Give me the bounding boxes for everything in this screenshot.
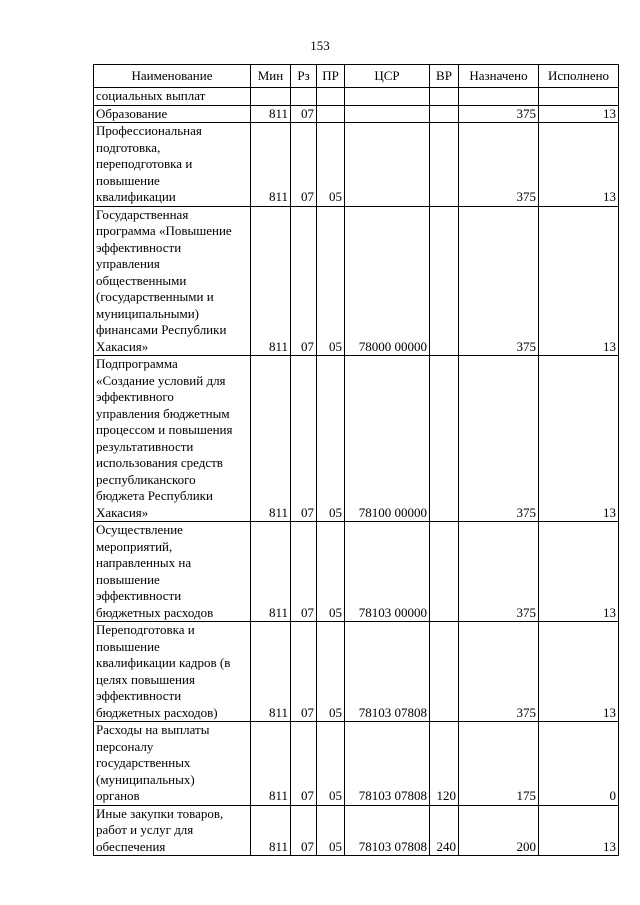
header-rz: Рз: [291, 65, 317, 88]
row-min: 811: [251, 522, 291, 622]
header-pr: ПР: [317, 65, 345, 88]
table-row: [94, 722, 619, 806]
row-rz: 07: [291, 206, 317, 356]
header-ispolneno: Исполнено: [539, 65, 619, 88]
row-pr: 05: [317, 805, 345, 856]
row-rz: 07: [291, 805, 317, 856]
row-csr: 78103 07808: [345, 722, 430, 806]
table-row: [94, 356, 619, 522]
row-ispolneno: 13: [539, 123, 619, 207]
row-rz: 07: [291, 622, 317, 722]
row-csr: 78103 07808: [345, 805, 430, 856]
row-pr: 05: [317, 722, 345, 806]
row-naznacheno: 375: [459, 123, 539, 207]
row-name: Расходы на выплаты персоналу государственных (муниципальных) органов: [94, 722, 251, 806]
row-pr: 05: [317, 522, 345, 622]
row-vr: 240: [430, 805, 459, 856]
header-csr: ЦСР: [345, 65, 430, 88]
row-vr: [430, 88, 459, 106]
row-naznacheno: 375: [459, 105, 539, 123]
row-vr: [430, 105, 459, 123]
row-pr: 05: [317, 622, 345, 722]
row-ispolneno: 13: [539, 805, 619, 856]
row-vr: 120: [430, 722, 459, 806]
row-naznacheno: 375: [459, 356, 539, 522]
header-naznacheno: Назначено: [459, 65, 539, 88]
row-rz: 07: [291, 722, 317, 806]
row-pr: 05: [317, 206, 345, 356]
table-row: [94, 88, 619, 106]
row-name: Профессиональная подготовка, переподготовка и повышение квалификации: [94, 123, 251, 207]
table-row: [94, 206, 619, 356]
row-csr: 78100 00000: [345, 356, 430, 522]
row-vr: [430, 356, 459, 522]
row-min: [251, 88, 291, 106]
row-min: 811: [251, 805, 291, 856]
row-csr: [345, 105, 430, 123]
row-min: 811: [251, 722, 291, 806]
row-pr: 05: [317, 123, 345, 207]
row-naznacheno: [459, 88, 539, 106]
table-header-row: [94, 65, 619, 88]
row-csr: [345, 88, 430, 106]
row-name: Образование: [94, 105, 251, 123]
row-csr: [345, 123, 430, 207]
budget-table: [93, 64, 619, 856]
table-row: [94, 522, 619, 622]
row-pr: [317, 88, 345, 106]
row-rz: 07: [291, 123, 317, 207]
row-min: 811: [251, 356, 291, 522]
table-row: [94, 622, 619, 722]
row-ispolneno: 13: [539, 522, 619, 622]
row-rz: [291, 88, 317, 106]
row-min: 811: [251, 123, 291, 207]
row-name: социальных выплат: [94, 88, 251, 106]
row-name: Осуществление мероприятий, направленных на повышение эффективности бюджетных расходов: [94, 522, 251, 622]
row-name: Переподготовка и повышение квалификации кадров (в целях повышения эффективности бюджетных расходов): [94, 622, 251, 722]
row-csr: 78000 00000: [345, 206, 430, 356]
row-name: Иные закупки товаров, работ и услуг для обеспечения: [94, 805, 251, 856]
row-vr: [430, 522, 459, 622]
row-ispolneno: 13: [539, 206, 619, 356]
row-csr: 78103 07808: [345, 622, 430, 722]
row-ispolneno: 13: [539, 356, 619, 522]
table-row: [94, 805, 619, 856]
header-min: Мин: [251, 65, 291, 88]
row-rz: 07: [291, 105, 317, 123]
row-vr: [430, 622, 459, 722]
table-row: [94, 105, 619, 123]
row-min: 811: [251, 622, 291, 722]
page-number: 153: [310, 38, 330, 53]
row-pr: [317, 105, 345, 123]
header-name: Наименование: [94, 65, 251, 88]
row-naznacheno: 375: [459, 206, 539, 356]
row-naznacheno: 375: [459, 522, 539, 622]
row-ispolneno: [539, 88, 619, 106]
row-name: Государственная программа «Повышение эффективности управления общественными (государственными и муниципальными) финансами Республики Хакасия»: [94, 206, 251, 356]
row-vr: [430, 206, 459, 356]
row-pr: 05: [317, 356, 345, 522]
table-row: [94, 123, 619, 207]
row-ispolneno: 13: [539, 622, 619, 722]
row-min: 811: [251, 105, 291, 123]
row-naznacheno: 175: [459, 722, 539, 806]
header-vr: ВР: [430, 65, 459, 88]
row-rz: 07: [291, 356, 317, 522]
row-name: Подпрограмма «Создание условий для эффективного управления бюджетным процессом и повышения результативности использования средств республиканского бюджета Республики Хакасия»: [94, 356, 251, 522]
row-vr: [430, 123, 459, 207]
row-csr: 78103 00000: [345, 522, 430, 622]
row-ispolneno: 0: [539, 722, 619, 806]
row-naznacheno: 375: [459, 622, 539, 722]
row-rz: 07: [291, 522, 317, 622]
row-ispolneno: 13: [539, 105, 619, 123]
row-min: 811: [251, 206, 291, 356]
row-naznacheno: 200: [459, 805, 539, 856]
